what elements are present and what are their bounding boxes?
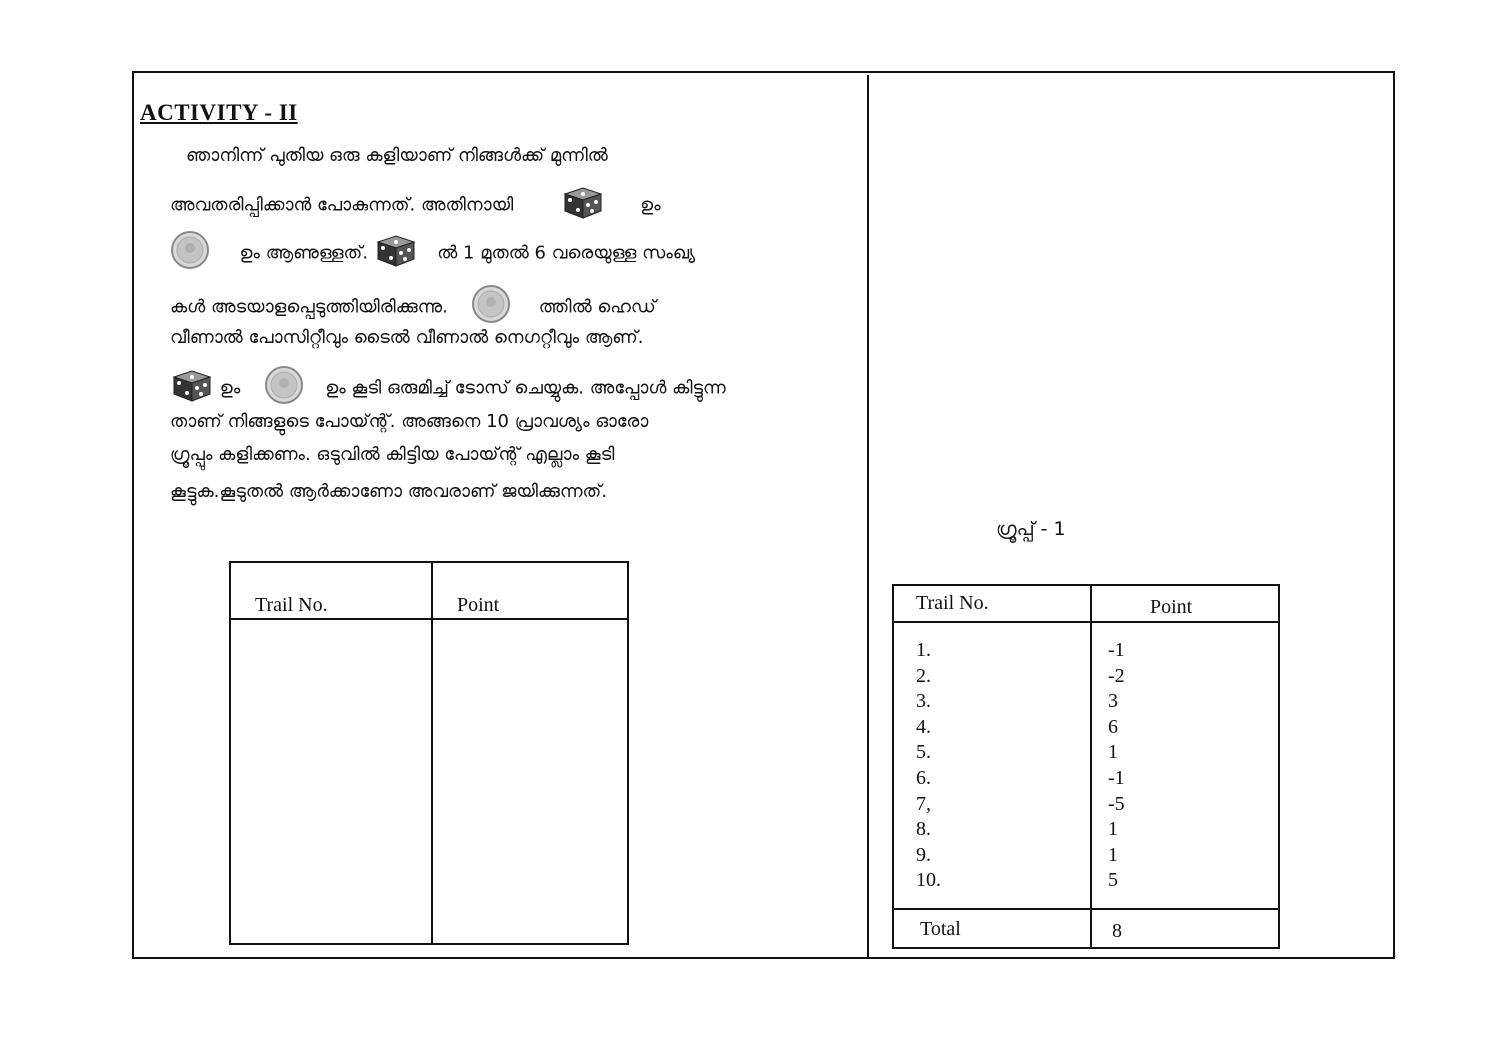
instruction-line-5 (170, 326, 643, 350)
dice-icon (374, 232, 418, 275)
blank-score-table (229, 561, 629, 945)
dice-icon (170, 367, 214, 410)
instruction-text: താണ് നിങ്ങളുടെ പോയ്ന്റ്. അങ്ങനെ 10 പ്രാവശ്യം ഓരോ (170, 411, 649, 432)
trial-number-cell: 1. (916, 639, 931, 661)
point-value-cell: 3 (1108, 690, 1118, 713)
table-header-trial: Trail No. (255, 594, 328, 616)
activity-title: ACTIVITY - II (140, 100, 298, 125)
instruction-text: ഉം കൂടി ഒരുമിച്ച് ടോസ് ചെയ്യുക. അപ്പോൾ കിട്ടുന്ന (325, 377, 726, 399)
table-header-rule (231, 618, 627, 620)
instruction-text: ഉം (219, 377, 241, 399)
point-value-cell: 1 (1108, 843, 1118, 866)
point-value-cell: 1 (1108, 741, 1118, 764)
point-value-cell: -5 (1108, 792, 1125, 815)
point-value-cell: -1 (1108, 639, 1125, 661)
instruction-line-8 (170, 443, 614, 467)
instruction-line-7 (170, 410, 648, 434)
instruction-line-9 (170, 480, 607, 504)
point-value-cell: 1 (1108, 818, 1118, 841)
instruction-text: കൂട്ടുക.കൂടുതൽ ആർക്കാണോ അവരാണ് ജയിക്കുന്നത്. (170, 481, 608, 502)
instruction-text: ഞാനിന്ന് പുതിയ ഒരു കളിയാണ് നിങ്ങൾക്ക് മുന്നിൽ (186, 145, 608, 166)
trial-number-cell: 5. (916, 741, 931, 764)
instruction-line-3 (170, 230, 695, 277)
trial-number-cell: 6. (916, 766, 931, 789)
table-header-trial: Trail No. (916, 592, 989, 614)
point-value-column (1108, 638, 1125, 894)
instruction-text: ഉം (640, 194, 661, 216)
trial-number-cell: 9. (916, 843, 931, 866)
table-header-rule (894, 621, 1278, 623)
instruction-text: ഗ്രൂപ്പും കളിക്കണം. ഒടുവിൽ കിട്ടിയ പോയ്ന്റ് എല്ലാം കൂടി (170, 444, 615, 465)
trial-number-column (916, 638, 941, 894)
table-column-rule (1090, 586, 1092, 947)
trial-number-cell: 3. (916, 690, 931, 713)
table-header-point: Point (1150, 596, 1193, 618)
table-header-point: Point (457, 594, 500, 616)
total-label: Total (920, 918, 961, 940)
instruction-line-6 (170, 365, 726, 412)
instruction-text: അവതരിപ്പിക്കാൻ പോകുന്നത്. അതിനായി (170, 194, 514, 216)
instruction-line-2 (170, 184, 661, 227)
trial-number-cell: 4. (916, 715, 931, 738)
total-value: 8 (1112, 920, 1122, 942)
point-value-cell: -1 (1108, 766, 1125, 789)
point-value-cell: -2 (1108, 664, 1125, 687)
instruction-text: കൾ അടയാളപ്പെടുത്തിയിരിക്കുന്നു. (170, 296, 448, 318)
dice-icon (561, 184, 605, 227)
instruction-text: ഉം ആണുള്ളത്. (239, 242, 369, 264)
trial-number-cell: 8. (916, 818, 931, 841)
instruction-line-1 (186, 144, 608, 168)
instruction-text: വീണാൽ പോസിറ്റീവും ടൈൽ വീണാൽ നെഗറ്റീവും ആണ്. (170, 327, 644, 348)
instruction-text: ത്തിൽ ഹെഡ് (538, 296, 656, 318)
trial-number-cell: 7, (916, 792, 931, 815)
table-footer-rule (894, 908, 1278, 910)
instruction-line-4 (170, 284, 656, 331)
coin-icon (471, 284, 511, 331)
trial-number-cell: 2. (916, 664, 931, 687)
coin-icon (170, 230, 210, 277)
trial-number-cell: 10. (916, 869, 941, 892)
coin-icon (264, 365, 304, 412)
instruction-text: ൽ 1 മുതൽ 6 വരെയുള്ള സംഖ്യ (437, 242, 696, 264)
group-label: ഗ്രൂപ്പ് - 1 (996, 518, 1066, 540)
table-column-rule (431, 563, 433, 943)
point-value-cell: 6 (1108, 715, 1118, 738)
group-score-table (892, 584, 1280, 949)
page-divider (867, 75, 869, 959)
point-value-cell: 5 (1108, 869, 1118, 892)
